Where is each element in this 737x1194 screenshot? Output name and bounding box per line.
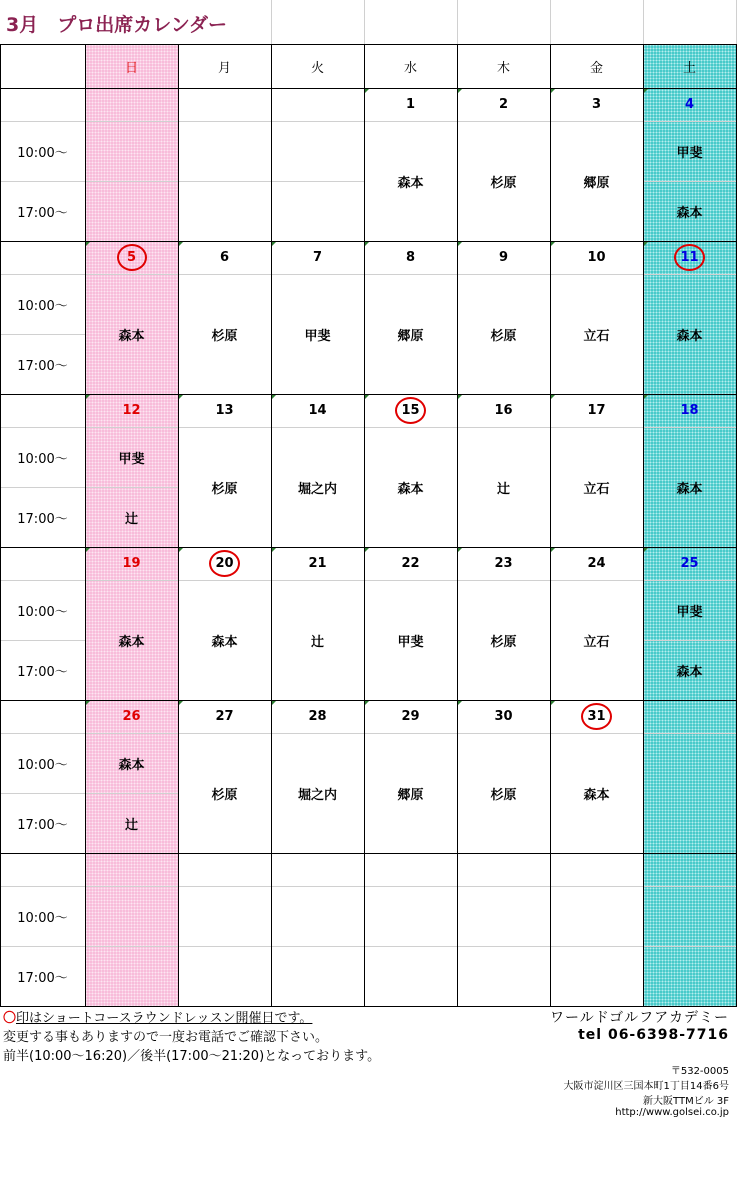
staff-name: 甲斐 xyxy=(397,634,424,650)
slot-divider xyxy=(85,946,178,947)
staff-name-pm xyxy=(643,946,736,1006)
slot-divider xyxy=(550,946,643,947)
staff-name-pm xyxy=(178,946,271,1006)
date-number xyxy=(178,853,271,886)
date-number: 21 xyxy=(308,556,327,571)
lesson-day-circle xyxy=(209,550,240,577)
staff-name: 郷原 xyxy=(583,175,610,191)
staff-name-pm: 辻 xyxy=(124,511,138,527)
title-row-gridline xyxy=(643,0,644,44)
date-number: 24 xyxy=(587,556,606,571)
date-number xyxy=(85,853,178,886)
staff-name: 甲斐 xyxy=(304,328,331,344)
date-number xyxy=(178,88,271,121)
date-number: 20 xyxy=(215,556,234,571)
weekday-header: 木 xyxy=(496,60,510,76)
lesson-day-circle xyxy=(674,244,705,271)
staff-name: 森本 xyxy=(118,328,145,344)
slot-divider xyxy=(643,640,736,641)
staff-name-am xyxy=(550,886,643,946)
date-number: 25 xyxy=(680,556,699,571)
date-number: 4 xyxy=(684,97,695,112)
date-number: 8 xyxy=(405,250,416,265)
staff-name-am xyxy=(457,886,550,946)
date-number: 28 xyxy=(308,709,327,724)
note-line-2: 変更する事もありますので一度お電話でご確認下さい。 xyxy=(3,1030,329,1045)
lesson-day-circle xyxy=(581,703,612,730)
staff-name-pm xyxy=(178,181,271,241)
staff-name-am: 森本 xyxy=(118,757,145,773)
staff-name: 堀之内 xyxy=(297,787,337,803)
date-number: 15 xyxy=(401,403,420,418)
slot-divider xyxy=(271,946,364,947)
website-url: http://www.golsei.co.jp xyxy=(615,1107,729,1118)
staff-name-am: 甲斐 xyxy=(676,604,703,620)
date-number: 22 xyxy=(401,556,420,571)
staff-name-am xyxy=(178,121,271,181)
staff-name-am: 甲斐 xyxy=(676,145,703,161)
postal-code: 〒532-0005 xyxy=(670,1066,729,1077)
date-number xyxy=(457,853,550,886)
time-label-pm: 17:00～ xyxy=(17,970,68,986)
weekday-header: 水 xyxy=(403,60,417,76)
date-number: 26 xyxy=(122,709,141,724)
staff-name: 杉原 xyxy=(490,787,517,803)
time-label-am: 10:00～ xyxy=(17,910,68,926)
date-number: 13 xyxy=(215,403,234,418)
date-number: 16 xyxy=(494,403,513,418)
staff-name: 堀之内 xyxy=(297,481,337,497)
slot-divider xyxy=(0,946,85,947)
weekday-header: 日 xyxy=(124,60,138,76)
staff-name: 郷原 xyxy=(397,328,424,344)
time-label-am: 10:00～ xyxy=(17,604,68,620)
weekday-header: 火 xyxy=(310,60,324,76)
date-number: 29 xyxy=(401,709,420,724)
staff-name: 森本 xyxy=(211,634,238,650)
column-line xyxy=(178,44,179,1007)
staff-name-pm: 森本 xyxy=(676,205,703,221)
staff-name-pm xyxy=(271,181,364,241)
column-line xyxy=(85,44,86,1007)
slot-divider xyxy=(178,181,271,182)
date-number: 14 xyxy=(308,403,327,418)
lesson-day-circle xyxy=(395,397,426,424)
slot-divider xyxy=(85,793,178,794)
staff-name-pm xyxy=(550,946,643,1006)
date-number: 31 xyxy=(587,709,606,724)
staff-name: 杉原 xyxy=(211,328,238,344)
date-number: 5 xyxy=(126,250,137,265)
staff-name-pm: 森本 xyxy=(676,664,703,680)
date-row-divider xyxy=(0,121,736,122)
date-number: 11 xyxy=(680,250,699,265)
staff-name-pm xyxy=(85,946,178,1006)
slot-divider xyxy=(85,487,178,488)
date-number: 2 xyxy=(498,97,509,112)
time-label-pm: 17:00～ xyxy=(17,511,68,527)
staff-name: 立石 xyxy=(583,634,610,650)
staff-name-pm xyxy=(364,946,457,1006)
time-label-pm: 17:00～ xyxy=(17,358,68,374)
date-number: 18 xyxy=(680,403,699,418)
date-number: 1 xyxy=(405,97,416,112)
slot-divider xyxy=(85,181,178,182)
slot-divider xyxy=(0,181,85,182)
staff-name: 森本 xyxy=(397,175,424,191)
staff-name: 立石 xyxy=(583,481,610,497)
circle-mark: 〇 xyxy=(3,1011,17,1026)
time-label-am: 10:00～ xyxy=(17,757,68,773)
staff-name-pm xyxy=(271,946,364,1006)
staff-name: 杉原 xyxy=(490,328,517,344)
staff-name: 杉原 xyxy=(490,634,517,650)
staff-name: 辻 xyxy=(496,481,510,497)
weekday-header: 月 xyxy=(217,60,231,76)
date-number xyxy=(550,853,643,886)
date-number: 27 xyxy=(215,709,234,724)
column-line xyxy=(457,44,458,1007)
date-number: 10 xyxy=(587,250,606,265)
date-number xyxy=(85,88,178,121)
date-number xyxy=(364,853,457,886)
slot-divider xyxy=(364,946,457,947)
date-number xyxy=(643,853,736,886)
note-line-3: 前半(10:00～16:20)／後半(17:00～21:20)となっております。 xyxy=(3,1049,381,1064)
staff-name: 立石 xyxy=(583,328,610,344)
slot-divider xyxy=(457,946,550,947)
time-label-pm: 17:00～ xyxy=(17,205,68,221)
staff-name: 郷原 xyxy=(397,787,424,803)
date-number: 12 xyxy=(122,403,141,418)
date-number: 6 xyxy=(219,250,230,265)
address: 大阪市淀川区三国本町1丁目14番6号 xyxy=(563,1081,729,1092)
title-row-gridline xyxy=(271,0,272,44)
weekday-header: 土 xyxy=(682,60,696,76)
column-line xyxy=(364,44,365,1007)
staff-name-am xyxy=(178,886,271,946)
staff-name: 辻 xyxy=(310,634,324,650)
staff-name-am xyxy=(364,886,457,946)
academy-name: ワールドゴルフアカデミー xyxy=(549,1010,729,1026)
date-row-divider xyxy=(0,427,736,428)
date-row-divider xyxy=(0,886,736,887)
staff-name: 杉原 xyxy=(490,175,517,191)
staff-name xyxy=(643,733,736,853)
date-number xyxy=(271,88,364,121)
slot-divider xyxy=(0,334,85,335)
slot-divider xyxy=(0,487,85,488)
date-row-divider xyxy=(0,733,736,734)
staff-name-am: 甲斐 xyxy=(118,451,145,467)
staff-name: 杉原 xyxy=(211,481,238,497)
header-bottom-line xyxy=(0,88,737,89)
title-row-gridline xyxy=(364,0,365,44)
header-top-line xyxy=(0,44,737,45)
time-label-pm: 17:00～ xyxy=(17,817,68,833)
time-label-pm: 17:00～ xyxy=(17,664,68,680)
academy-tel: tel 06-6398-7716 xyxy=(578,1027,729,1043)
date-number xyxy=(271,853,364,886)
slot-divider xyxy=(178,946,271,947)
date-row-divider xyxy=(0,274,736,275)
slot-divider xyxy=(271,181,364,182)
staff-name-pm: 辻 xyxy=(124,817,138,833)
staff-name: 森本 xyxy=(118,634,145,650)
staff-name-pm xyxy=(457,946,550,1006)
column-line xyxy=(643,44,644,1007)
slot-divider xyxy=(643,181,736,182)
date-number: 7 xyxy=(312,250,323,265)
weekday-header: 金 xyxy=(589,60,603,76)
staff-name-am xyxy=(271,886,364,946)
staff-name-am xyxy=(643,886,736,946)
lesson-day-circle xyxy=(117,244,147,271)
staff-name: 杉原 xyxy=(211,787,238,803)
date-number: 17 xyxy=(587,403,606,418)
slot-divider xyxy=(0,640,85,641)
column-line xyxy=(0,44,1,1007)
page-title: 3月 プロ出席カレンダー xyxy=(6,14,227,36)
time-label-am: 10:00～ xyxy=(17,145,68,161)
column-line xyxy=(271,44,272,1007)
building: 新大阪TTMビル 3F xyxy=(643,1096,729,1107)
title-row-gridline xyxy=(550,0,551,44)
slot-divider xyxy=(0,793,85,794)
date-number: 3 xyxy=(591,97,602,112)
date-number: 30 xyxy=(494,709,513,724)
note-line-1 xyxy=(3,1007,312,1026)
slot-divider xyxy=(643,946,736,947)
date-row-divider xyxy=(0,580,736,581)
staff-name: 森本 xyxy=(583,787,610,803)
staff-name-am xyxy=(85,886,178,946)
staff-name-am xyxy=(271,121,364,181)
date-number: 19 xyxy=(122,556,141,571)
column-line xyxy=(550,44,551,1007)
date-number: 9 xyxy=(498,250,509,265)
note-line-1-text: 印はショートコースラウンドレッスン開催日です。 xyxy=(16,1011,313,1026)
date-number xyxy=(643,700,736,733)
time-label-am: 10:00～ xyxy=(17,451,68,467)
staff-name: 森本 xyxy=(676,328,703,344)
title-row-gridline xyxy=(457,0,458,44)
staff-name-pm xyxy=(85,181,178,241)
date-number: 23 xyxy=(494,556,513,571)
staff-name-am xyxy=(85,121,178,181)
staff-name: 森本 xyxy=(676,481,703,497)
time-label-am: 10:00～ xyxy=(17,298,68,314)
staff-name: 森本 xyxy=(397,481,424,497)
